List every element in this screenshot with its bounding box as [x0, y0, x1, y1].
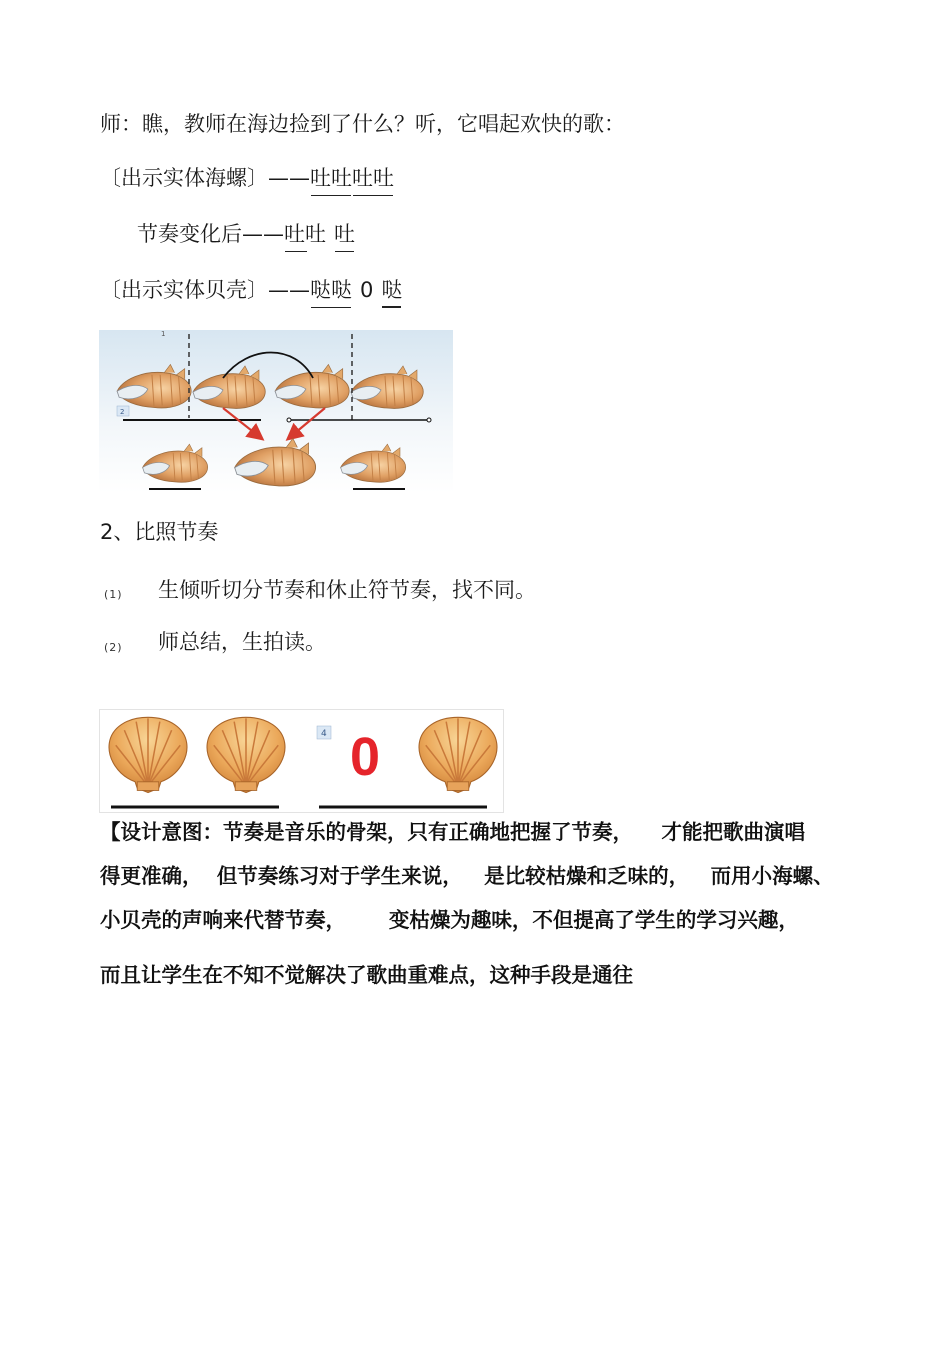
shell-line: [100, 278, 402, 303]
rhythm-group-5: 哒哒: [310, 278, 352, 302]
teacher-line-text: 师：瞧，教师在海边捡到了什么？听，它唱起欢快的歌：: [100, 112, 625, 136]
item-1-text: 生倾听切分节奏和休止符节奏，找不同。: [158, 578, 536, 602]
beam-node-right: [427, 418, 431, 422]
figure-label-2: 2: [120, 408, 125, 416]
rhythm-group-3: 吐吐: [284, 222, 326, 246]
rest-symbol: 0: [360, 278, 374, 302]
beam-node-left: [287, 418, 291, 422]
teacher-line: [100, 112, 625, 137]
section-heading: 2、比照节奏: [100, 520, 219, 544]
shell-line-prefix: 〔出示实体贝壳〕——: [100, 278, 310, 302]
item-1-number: (1): [104, 588, 123, 601]
figure-label-1: 1: [161, 330, 166, 338]
design-intent-line-1: 【设计意图：节奏是音乐的骨架，只有正确地把握了节奏， 才能把歌曲演唱: [100, 820, 806, 844]
rhythm-group-4: 吐: [334, 222, 355, 246]
shell-rhythm-illustration: [99, 709, 504, 813]
rhythm-group-2: 吐吐: [352, 166, 394, 190]
conch-rhythm-illustration: [99, 330, 453, 493]
conch-line: [100, 166, 394, 191]
rhythm-changed-line: [137, 222, 355, 247]
conch-line-prefix: 〔出示实体海螺〕——: [100, 166, 310, 190]
rest-zero-symbol: 0: [349, 727, 381, 787]
rhythm-group-1: 吐吐: [310, 166, 352, 190]
item-2-number: (2): [104, 641, 123, 654]
rhythm-changed-prefix: 节奏变化后——: [137, 222, 284, 246]
conch-rhythm-figure: [99, 330, 453, 493]
item-2-text: 师总结，生拍读。: [158, 630, 326, 654]
design-intent-line-4: 而且让学生在不知不觉解决了歌曲重难点，这种手段是通往: [100, 963, 633, 987]
design-intent-line-3: 小贝壳的声响来代替节奏， 变枯燥为趣味，不但提高了学生的学习兴趣，: [100, 908, 799, 932]
figure-2-label: 4: [321, 729, 327, 739]
shell-rhythm-figure: [99, 709, 504, 813]
design-intent-line-2: 得更准确， 但节奏练习对于学生来说， 是比较枯燥和乏味的， 而用小海螺、: [100, 864, 834, 888]
rhythm-group-6: 哒: [381, 278, 403, 302]
